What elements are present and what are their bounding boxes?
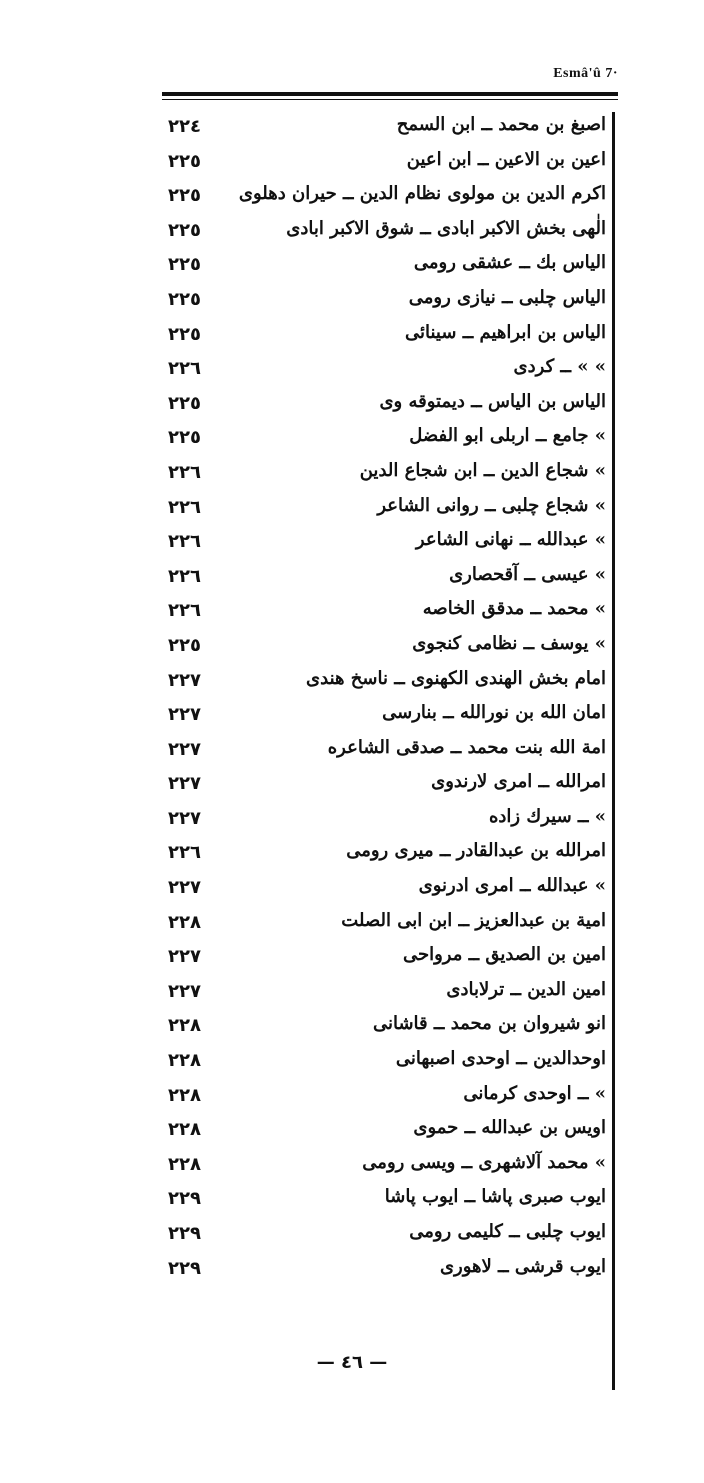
- entry-name: ايوب قرشى ــ لاهورى: [439, 1255, 606, 1277]
- index-entry: [160, 942, 612, 977]
- entry-page: ٢٢٧: [168, 704, 201, 726]
- entry-name: اصبغ بن محمد ــ ابن السمح: [396, 114, 606, 135]
- entry-name: الياس بك ــ عشقى رومى: [413, 252, 606, 274]
- index-entry: [160, 977, 612, 1012]
- entry-name: ايوب صبرى پاشا ــ ايوب پاشا: [384, 1186, 606, 1208]
- index-entry: [160, 1254, 612, 1289]
- entry-page: ٢٢٧: [168, 773, 201, 795]
- page-number: — ٤٦ —: [316, 1352, 388, 1373]
- entry-page: ٢٢٦: [168, 358, 201, 380]
- entry-name: » عيسى ــ آقحصارى: [449, 563, 606, 585]
- entry-page: ٢٢٥: [168, 392, 201, 414]
- entry-page: ٢٢٦: [168, 461, 201, 483]
- entry-page: ٢٢٦: [168, 600, 201, 622]
- entry-name: الياس چلبى ــ نيازى رومى: [408, 286, 606, 308]
- entry-name: اعين بن الاعين ــ ابن اعين: [406, 148, 606, 170]
- entry-page: ٢٢٧: [168, 980, 201, 1002]
- index-entry: [160, 1081, 612, 1116]
- index-entry: [160, 147, 612, 182]
- entry-name: انو شيروان بن محمد ــ قاشانى: [372, 1013, 606, 1035]
- entry-name: اوحدالدين ــ اوحدى اصبهانى: [395, 1048, 606, 1070]
- index-entry: [160, 838, 612, 873]
- index-entry: [160, 666, 612, 701]
- index-entry: [160, 1184, 612, 1219]
- entry-name: اكرم الدين بن مولوى نظام الدين ــ حيران دهلوى: [238, 183, 606, 205]
- entry-page: ٢٢٨: [168, 1153, 201, 1175]
- entry-name: امرالله بن عبدالقادر ــ ميرى رومى: [346, 840, 606, 862]
- index-entry: [160, 596, 612, 631]
- header-rule-thick: [162, 92, 618, 96]
- index-entry: [160, 873, 612, 908]
- entry-name: الياس بن ابراهيم ــ سينائى: [405, 321, 606, 343]
- index-entry: [160, 1115, 612, 1150]
- entry-page: ٢٢٥: [168, 219, 201, 241]
- index-entry: [160, 527, 612, 562]
- index-entry: [160, 458, 612, 493]
- entry-page: ٢٢٧: [168, 877, 201, 899]
- entry-page: ٢٢٥: [168, 427, 201, 449]
- entry-name: امام بخش الهندى الكهنوى ــ ناسخ هندى: [306, 667, 606, 689]
- entry-page: ٢٢٩: [168, 1223, 201, 1244]
- entry-page: ٢٢٦: [168, 842, 201, 864]
- entry-name: الٰهى بخش الاكبر ابادى ــ شوق الاكبر ابادى: [286, 217, 606, 239]
- entry-page: ٢٢٨: [168, 911, 201, 933]
- index-entry: [160, 1046, 612, 1081]
- index-entry: [160, 112, 612, 147]
- entry-name: الياس بن الياس ــ ديمتوقه وى: [379, 390, 606, 412]
- index-entry: [160, 285, 612, 320]
- entry-name: امة الله بنت محمد ــ صدقى الشاعره: [327, 736, 606, 758]
- running-head: Esmâ'û 7·: [553, 66, 618, 81]
- entry-name: » شجاع چلبى ــ روانى الشاعر: [377, 494, 606, 516]
- index-entry: [160, 493, 612, 528]
- entry-page: ٢٢٦: [168, 565, 201, 587]
- entry-name: امرالله ــ امرى لارندوى: [431, 771, 606, 793]
- index-entry: [160, 908, 612, 943]
- entry-name: اويس بن عبدالله ــ حموى: [413, 1117, 606, 1139]
- index-entry: [160, 1150, 612, 1185]
- entry-page: ٢٢٨: [168, 1050, 201, 1072]
- entry-page: ٢٢٥: [168, 288, 201, 310]
- entry-name: ايوب چلبى ــ كليمى رومى: [409, 1221, 606, 1242]
- entry-name: امين بن الصديق ــ مرواحى: [402, 944, 606, 966]
- entry-page: ٢٢٩: [168, 1257, 201, 1279]
- index-entry: [160, 735, 612, 770]
- entry-page: ٢٢٧: [168, 738, 201, 760]
- entry-page: ٢٢٨: [168, 1084, 201, 1106]
- entry-page: ٢٢٥: [168, 185, 201, 207]
- index-entry: [160, 354, 612, 389]
- entry-page: ٢٢٧: [168, 946, 201, 968]
- entry-name: » » ــ كردى: [513, 356, 606, 378]
- entry-name: » ــ سيرك زاده: [488, 805, 606, 827]
- entry-name: » جامع ــ اربلى ابو الفضل: [409, 425, 606, 447]
- page-header: [0, 58, 704, 88]
- entry-page: ٢٢٥: [168, 323, 201, 345]
- index-entry: [160, 631, 612, 666]
- entry-page: ٢٢٨: [168, 1015, 201, 1037]
- entry-name: » عبدالله ــ امرى ادرنوى: [418, 875, 606, 897]
- index-entry: [160, 804, 612, 839]
- index-entries: [160, 112, 612, 1288]
- index-entry: [160, 389, 612, 424]
- entry-page: ٢٢٩: [168, 1188, 201, 1210]
- header-rule-thin: [162, 99, 618, 100]
- column-rule: [612, 112, 615, 1390]
- entry-name: امين الدين ــ ترلابادى: [446, 978, 606, 1000]
- entry-page: ٢٢٥: [168, 634, 201, 656]
- entry-page: ٢٢٦: [168, 531, 201, 553]
- index-entry: [160, 320, 612, 355]
- entry-name: » شجاع الدين ــ ابن شجاع الدين: [359, 459, 606, 481]
- entry-name: امان الله بن نورالله ــ بنارسى: [382, 702, 606, 724]
- index-entry: [160, 1219, 612, 1254]
- index-entry: [160, 423, 612, 458]
- entry-name: » محمد آلاشهرى ــ ويسى رومى: [362, 1151, 606, 1173]
- index-entry: [160, 250, 612, 285]
- page-footer: [0, 1352, 704, 1373]
- entry-page: ٢٢٥: [168, 254, 201, 276]
- entry-name: امية بن عبدالعزيز ــ ابن ابى الصلت: [341, 909, 606, 931]
- entry-name: » محمد ــ مدقق الخاصه: [422, 598, 606, 620]
- entry-page: ٢٢٦: [168, 496, 201, 518]
- index-entry: [160, 1011, 612, 1046]
- entry-name: » ــ اوحدى كرمانى: [463, 1082, 606, 1104]
- entry-page: ٢٢٧: [168, 669, 201, 691]
- entry-name: » يوسف ــ نظامى كنجوى: [412, 632, 606, 654]
- entry-page: ٢٢٨: [168, 1119, 201, 1141]
- index-entry: [160, 562, 612, 597]
- entry-page: ٢٢٤: [168, 116, 201, 137]
- entry-page: ٢٢٧: [168, 807, 201, 829]
- index-entry: [160, 216, 612, 251]
- index-entry: [160, 769, 612, 804]
- entry-name: » عبدالله ــ نهانى الشاعر: [415, 529, 606, 551]
- index-entry: [160, 700, 612, 735]
- entry-page: ٢٢٥: [168, 150, 201, 172]
- index-entry: [160, 181, 612, 216]
